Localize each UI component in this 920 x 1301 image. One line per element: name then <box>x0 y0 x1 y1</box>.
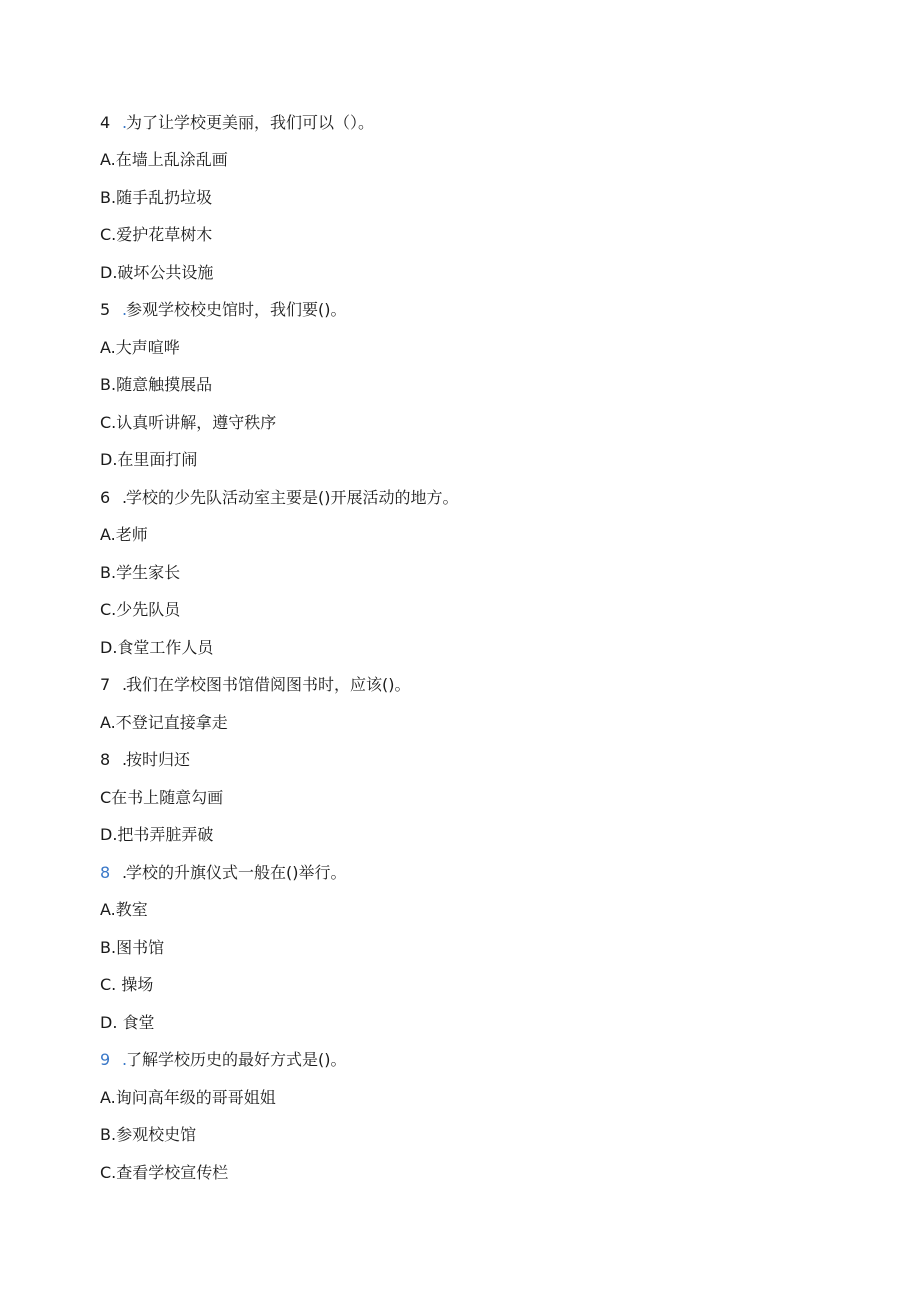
question-dot: . <box>122 1050 128 1069</box>
option-a: A.在墙上乱涂乱画 <box>100 150 228 169</box>
question-stem: 学校的少先队活动室主要是()开展活动的地方。 <box>126 488 459 507</box>
question-dot: . <box>122 863 128 882</box>
question-dot: . <box>122 488 128 507</box>
question-7-stem-line <box>100 673 411 697</box>
question-stem: 我们在学校图书馆借阅图书时，应该()。 <box>126 675 411 694</box>
option-b: B.随手乱扔垃圾 <box>100 188 213 207</box>
question-number: 4 <box>100 113 111 132</box>
option-a: A.询问高年级的哥哥姐姐 <box>100 1088 276 1107</box>
option-a: A.老师 <box>100 525 148 544</box>
question-6-stem-line <box>100 486 459 510</box>
option-d: D.食堂工作人员 <box>100 638 214 657</box>
question-stem: 按时归还 <box>126 750 191 769</box>
option-c: C. 操场 <box>100 975 154 994</box>
question-dot: . <box>122 113 128 132</box>
option-b: B.学生家长 <box>100 563 181 582</box>
option-b: B.随意触摸展品 <box>100 375 213 394</box>
question-8b-stem-line <box>100 861 347 885</box>
question-dot: . <box>122 675 128 694</box>
question-stem: 参观学校校史馆时，我们要()。 <box>126 300 347 319</box>
option-c: C.认真听讲解，遵守秩序 <box>100 413 277 432</box>
option-d: D. 食堂 <box>100 1013 155 1032</box>
option-b: B.图书馆 <box>100 938 165 957</box>
question-8-stem-line <box>100 748 190 772</box>
option-b: B.参观校史馆 <box>100 1125 197 1144</box>
option-c: C.少先队员 <box>100 600 181 619</box>
option-c: C.爱护花草树木 <box>100 225 213 244</box>
question-number: 5 <box>100 300 111 319</box>
option-d: D.破坏公共设施 <box>100 263 214 282</box>
question-dot: . <box>122 300 128 319</box>
question-dot: . <box>122 750 128 769</box>
question-4-stem-line <box>100 111 374 135</box>
option-a: A.不登记直接拿走 <box>100 713 228 732</box>
question-stem: 学校的升旗仪式一般在()举行。 <box>126 863 347 882</box>
option-c: C在书上随意勾画 <box>100 788 224 807</box>
option-c: C.查看学校宣传栏 <box>100 1163 229 1182</box>
question-number: 7 <box>100 675 111 694</box>
option-a: A.教室 <box>100 900 148 919</box>
question-5-stem-line <box>100 298 347 322</box>
option-d: D.把书弄脏弄破 <box>100 825 214 844</box>
question-number: 8 <box>100 863 111 882</box>
question-number: 9 <box>100 1050 111 1069</box>
question-stem: 了解学校历史的最好方式是()。 <box>126 1050 347 1069</box>
question-stem: 为了让学校更美丽，我们可以（）。 <box>126 113 375 132</box>
question-number: 8 <box>100 750 111 769</box>
question-9-stem-line <box>100 1048 347 1072</box>
option-a: A.大声喧哗 <box>100 338 180 357</box>
question-number: 6 <box>100 488 111 507</box>
option-d: D.在里面打闹 <box>100 450 198 469</box>
